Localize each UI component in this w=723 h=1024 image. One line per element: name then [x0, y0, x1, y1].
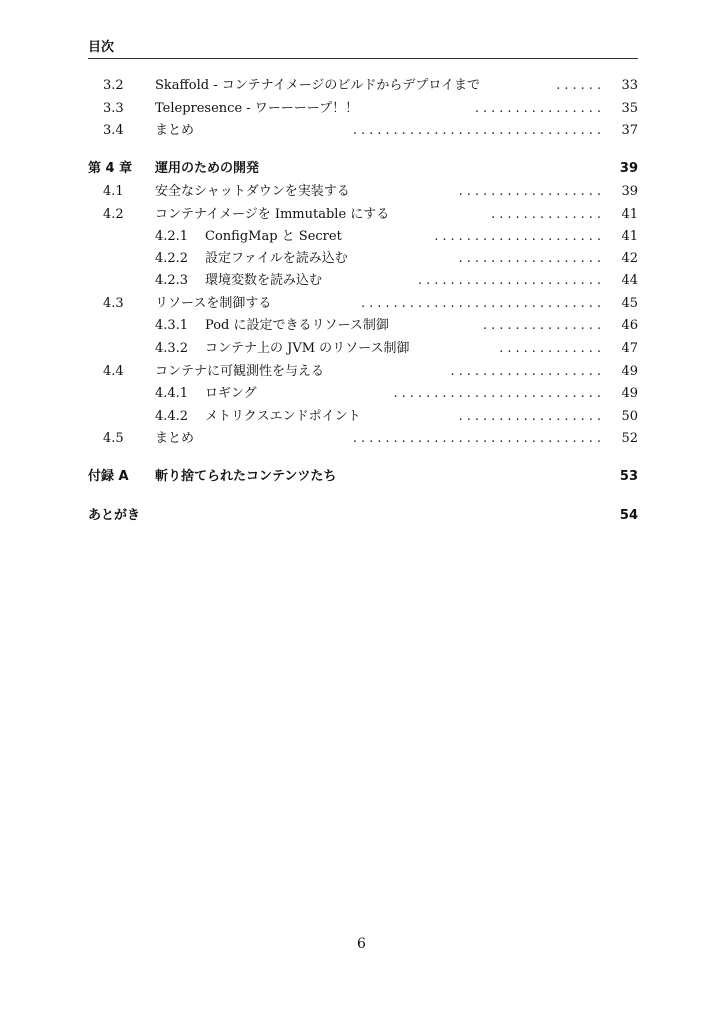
- dot-leader: .......................: [417, 273, 605, 288]
- toc-entry-3-4[interactable]: [0, 121, 723, 141]
- toc-entry-4-2-3[interactable]: [0, 271, 723, 291]
- chapter-title: 運用のための開発: [155, 161, 260, 176]
- dot-leader: ......: [556, 78, 605, 93]
- entry-page: 52: [621, 431, 638, 446]
- entry-title: Skaffold - コンテナイメージのビルドからデプロイまで: [155, 78, 481, 93]
- entry-page: 49: [621, 386, 638, 401]
- chapter-number: 第 4 章: [88, 161, 133, 176]
- toc-entry-3-3[interactable]: [0, 99, 723, 119]
- entry-number: 4.4: [103, 364, 124, 379]
- dot-leader: ..................: [458, 251, 605, 266]
- dot-leader: ..........................: [393, 386, 605, 401]
- dot-leader: ..............: [491, 207, 605, 222]
- toc-afterword[interactable]: [0, 506, 723, 526]
- entry-title: 設定ファイルを読み込む: [205, 251, 348, 266]
- entry-number: 4.2.3: [155, 273, 189, 288]
- entry-number: 4.1: [103, 184, 124, 199]
- chapter-page: 39: [619, 161, 638, 176]
- entry-page: 50: [621, 409, 638, 424]
- dot-leader: ...............................: [352, 123, 605, 138]
- entry-number: 3.4: [103, 123, 124, 138]
- toc-entry-4-3[interactable]: [0, 294, 723, 314]
- entry-number: 4.2.2: [155, 251, 189, 266]
- toc-entry-4-5[interactable]: [0, 429, 723, 449]
- entry-page: 45: [621, 296, 638, 311]
- toc-entry-4-4-1[interactable]: [0, 384, 723, 404]
- entry-title: メトリクスエンドポイント: [205, 409, 361, 424]
- entry-title: コンテナイメージを Immutable にする: [155, 207, 390, 222]
- entry-title: Pod に設定できるリソース制御: [205, 318, 389, 333]
- toc-appendix-a[interactable]: [0, 467, 723, 487]
- toc-entry-4-3-1[interactable]: [0, 316, 723, 336]
- entry-page: 41: [621, 229, 638, 244]
- toc-entry-4-2-1[interactable]: [0, 227, 723, 247]
- entry-page: 44: [621, 273, 638, 288]
- afterword-page: 54: [619, 508, 638, 523]
- dot-leader: ...................: [450, 364, 605, 379]
- afterword-title: あとがき: [88, 508, 141, 523]
- toc-entry-4-3-2[interactable]: [0, 339, 723, 359]
- header-title: 目次: [88, 40, 115, 55]
- entry-number: 4.3.1: [155, 318, 189, 333]
- entry-number: 3.2: [103, 78, 124, 93]
- entry-number: 4.2: [103, 207, 124, 222]
- entry-title: ロギング: [205, 386, 257, 401]
- dot-leader: ..................: [458, 409, 605, 424]
- entry-number: 4.3.2: [155, 341, 189, 356]
- entry-title: 安全なシャットダウンを実装する: [155, 184, 350, 199]
- toc-chapter-4[interactable]: [0, 159, 723, 179]
- dot-leader: ................: [474, 101, 605, 116]
- entry-page: 46: [621, 318, 638, 333]
- toc-entry-3-2[interactable]: [0, 76, 723, 96]
- entry-number: 4.3: [103, 296, 124, 311]
- entry-title: まとめ: [155, 123, 195, 138]
- toc-entry-4-1[interactable]: [0, 182, 723, 202]
- entry-title: まとめ: [155, 431, 195, 446]
- entry-title: コンテナに可観測性を与える: [155, 364, 325, 379]
- dot-leader: ..................: [458, 184, 605, 199]
- entry-page: 35: [621, 101, 638, 116]
- toc-entry-4-4-2[interactable]: [0, 407, 723, 427]
- entry-title: コンテナ上の JVM のリソース制御: [205, 341, 410, 356]
- dot-leader: ...............................: [352, 431, 605, 446]
- dot-leader: ..............................: [361, 296, 605, 311]
- entry-number: 4.4.1: [155, 386, 189, 401]
- toc-entry-4-2[interactable]: [0, 205, 723, 225]
- entry-page: 37: [621, 123, 638, 138]
- entry-title: リソースを制御する: [155, 296, 272, 311]
- page-number: 6: [357, 936, 366, 952]
- entry-page: 41: [621, 207, 638, 222]
- entry-number: 4.2.1: [155, 229, 189, 244]
- appendix-title: 斬り捨てられたコンテンツたち: [155, 469, 337, 484]
- entry-title: Telepresence - ワーーーープ！！: [155, 101, 359, 116]
- running-header: [88, 40, 638, 59]
- entry-number: 4.4.2: [155, 409, 189, 424]
- appendix-label: 付録 A: [88, 469, 129, 484]
- entry-page: 33: [621, 78, 638, 93]
- toc-entry-4-4[interactable]: [0, 362, 723, 382]
- entry-title: 環境変数を読み込む: [205, 273, 323, 288]
- entry-page: 47: [621, 341, 638, 356]
- entry-number: 4.5: [103, 431, 124, 446]
- dot-leader: .....................: [434, 229, 605, 244]
- entry-page: 42: [621, 251, 638, 266]
- dot-leader: ...............: [483, 318, 605, 333]
- entry-page: 39: [621, 184, 638, 199]
- entry-page: 49: [621, 364, 638, 379]
- entry-number: 3.3: [103, 101, 124, 116]
- dot-leader: .............: [499, 341, 605, 356]
- entry-title: ConfigMap と Secret: [205, 229, 342, 244]
- appendix-page: 53: [619, 469, 638, 484]
- toc-entry-4-2-2[interactable]: [0, 249, 723, 269]
